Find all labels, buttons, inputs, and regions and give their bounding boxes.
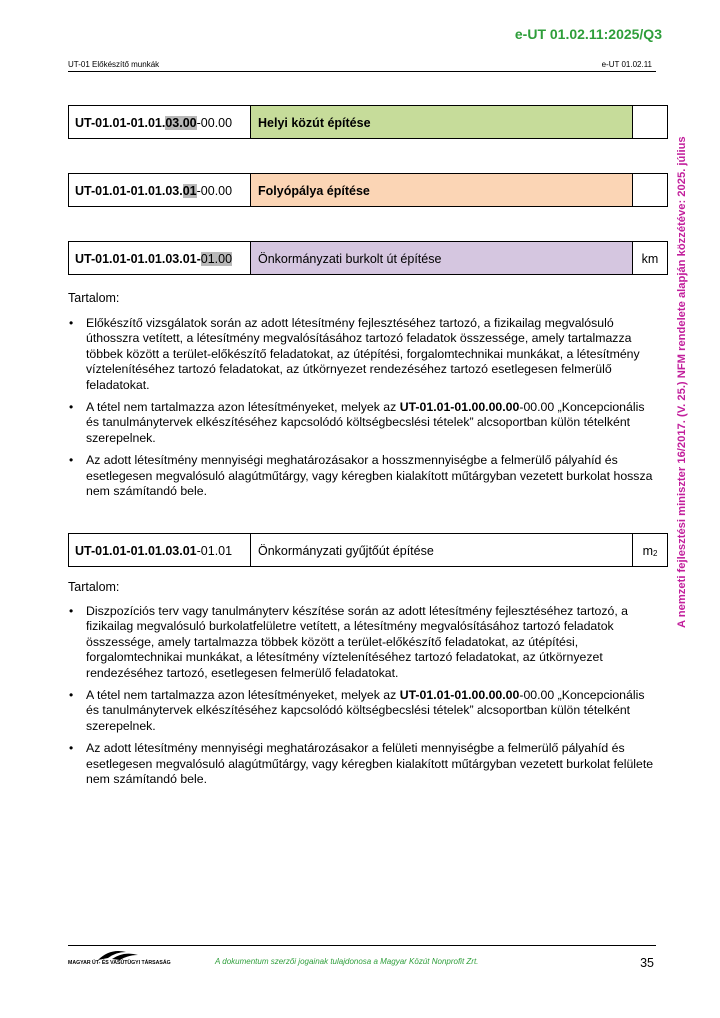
- item-unit: km: [641, 252, 659, 266]
- content-list: [68, 316, 658, 506]
- item-name: Folyópálya építése: [251, 174, 633, 206]
- list-item: • A tétel nem tartalmazza azon létesítményeket, melyek az UT-01.01-01.00.00.00-00.00 „Koncepcionális és tanulmánytervek elkészítéséhez kapcsolódó költségbecslési tételek” alcsoportban külön tételként szerepelnek.: [68, 400, 658, 446]
- item-unit: [633, 106, 667, 138]
- item-unit: m $_2$: [642, 544, 658, 558]
- item-unit: [633, 174, 667, 206]
- list-item: • A tétel nem tartalmazza azon létesítményeket, melyek az UT-01.01-01.00.00.00-00.00 „Koncepcionális és tanulmánytervek elkészítéséhez kapcsolódó költségbecslési tételek” alcsoportban külön tételként szerepelnek.: [68, 688, 658, 734]
- publication-side-note: A nemzeti fejlesztési miniszter 16/2017. (V. 25.) NFM rendelete alapján közzétéve: 2025. július: [676, 136, 688, 628]
- item-code: UT-01.01-01.01.03.01 -01.01: [69, 534, 251, 566]
- item-name: Önkormányzati burkolt út építése: [251, 242, 633, 274]
- item-name: Helyi közút építése: [251, 106, 633, 138]
- section-label: Tartalom:: [68, 580, 120, 594]
- item-code: UT-01.01-01.01. 03.00 -00.00: [69, 106, 251, 138]
- item-row-helyi-kozut: [68, 105, 668, 139]
- company-logo-icon: [68, 946, 168, 970]
- company-logo-text: MAGYAR ÚT- ÉS VASÚTÜGYI TÁRSASÁG: [68, 960, 171, 966]
- list-item: • Diszpozíciós terv vagy tanulmányterv készítése során az adott létesítmény fejlesztéséhez tartozó, a fizikailag megvalósuló burkolatfelületre vetített, a létesítmény megvalósításához tartozó feladatok összessége, amely tartalmazza többek között a terület-előkészítő feladatokat, az útépítési, forgalomtechnikai munkákat, a létesítmény víztelenítéséhez tartozó feladatokat, az útkörnyezet rendezéséhez tartozó, esetlegesen felmerülő feladatokat.: [68, 604, 658, 681]
- item-code: UT-01.01-01.01.03.01- 01.00: [69, 242, 251, 274]
- header-rule: [68, 71, 656, 72]
- item-row-burkolt-ut: [68, 241, 668, 275]
- header-doc-ref: e-UT 01.02.11: [601, 60, 652, 69]
- document-code: e-UT 01.02.11:2025/Q3: [514, 26, 662, 42]
- header-section-title: UT-01 Előkészítő munkák: [68, 60, 160, 69]
- page-number: 35: [640, 956, 654, 970]
- list-item: • Előkészítő vizsgálatok során az adott létesítmény fejlesztéséhez tartozó, a fizikailag megvalósuló úthosszra vetített, a létesítmény megvalósításához tartozó feladatok összessége, amely tartalmazza többek között a terület-előkészítő feladatokat, az útépítési, forgalomtechnikai munkákat, a létesítmény víztelenítéséhez tartozó feladatokat, az útkörnyezet rendezéséhez tartozó esetlegesen felmerülő feladatokat.: [68, 316, 658, 393]
- item-row-folyopalya: [68, 173, 668, 207]
- content-list: [68, 604, 658, 794]
- list-item: • Az adott létesítmény mennyiségi meghatározásakor a hosszmennyiségbe a felmerülő pályahíd és esetlegesen megvalósuló alagútműtárgy, vagy kéregben kialakított műtárgyban vezetett burkolat hossza nem számítandó bele.: [68, 453, 658, 499]
- item-name: Önkormányzati gyűjtőút építése: [251, 534, 633, 566]
- item-row-gyujtout: [68, 533, 668, 567]
- item-code: UT-01.01-01.01.03. 01 -00.00: [69, 174, 251, 206]
- list-item: • Az adott létesítmény mennyiségi meghatározásakor a felületi mennyiségbe a felmerülő pályahíd és esetlegesen megvalósuló alagútműtárgy, vagy kéregben kialakított műtárgyban vezetett burkolat felülete nem számítandó bele.: [68, 741, 658, 787]
- copyright-notice: A dokumentum szerzői jogainak tulajdonosa a Magyar Közút Nonprofit Zrt.: [215, 957, 479, 966]
- section-label: Tartalom:: [68, 291, 120, 305]
